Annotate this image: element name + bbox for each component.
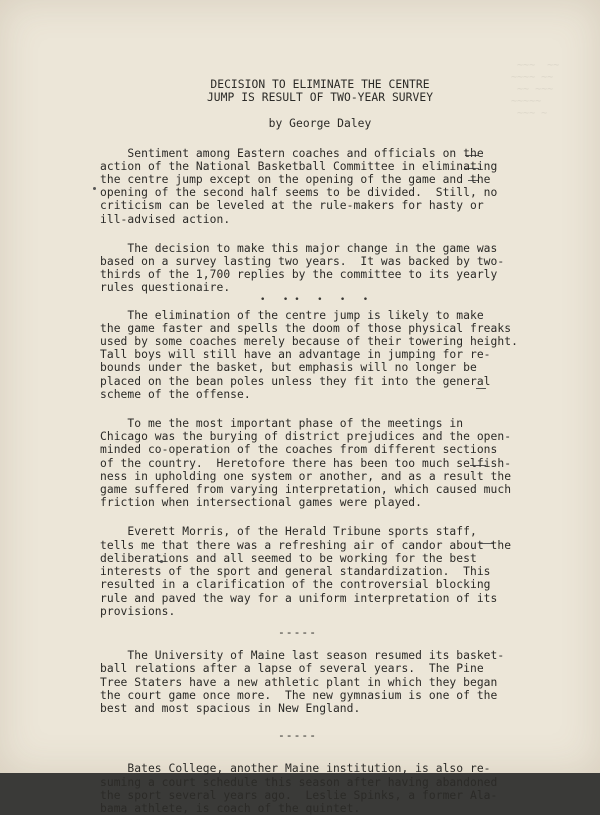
text-line: friction when intersectional games were played. — [100, 496, 423, 510]
text-line: The University of Maine last season resumed its basket- — [100, 649, 505, 663]
text-line: The decision to make this major change in the game was — [100, 241, 498, 255]
stray-typewriter-marks: • •• • • • — [260, 294, 375, 305]
text-line: the sport several years ago. Leslie Spinks, a former Ala- — [100, 788, 498, 802]
article-title — [120, 78, 520, 104]
bleed-through-text: ~~~ ~~ ~~~~ ~~ ~~ ~~~ ~~~~~ ~~~ ~ — [511, 60, 560, 119]
typed-article — [100, 78, 520, 815]
paragraph — [100, 762, 520, 815]
text-line: To me the most important phase of the meetings in — [100, 417, 464, 431]
text-line: deliberations and all seemed to be working for the best — [100, 551, 477, 565]
text-line: rules questionaire. — [100, 281, 231, 295]
text-line: game suffered from varying interpretation, which caused much — [100, 483, 512, 497]
text-line: Chicago was the burying of district prejudices and the open- — [100, 430, 512, 444]
text-line: tells me that there was a refreshing air of candor about the — [100, 538, 512, 552]
text-line: best and most spacious in New England. — [100, 701, 361, 715]
text-line: Bates College, another Maine institution, is also re- — [100, 762, 491, 776]
text-line: opening of the second half seems to be divided. Still, no — [100, 186, 498, 200]
section-separator: ----- — [278, 625, 318, 639]
title-line-1: DECISION TO ELIMINATE THE CENTRE — [210, 78, 430, 91]
text-line: The elimination of the centre jump is likely to make — [100, 308, 484, 322]
text-line: interests of the sport and general standardization. This — [100, 565, 491, 579]
text-line: used by some coaches merely because of their towering height. — [100, 335, 518, 349]
text-line: the centre jump except on the opening of the game and the — [100, 173, 491, 187]
text-line: based on a survey lasting two years. It was backed by two- — [100, 255, 505, 269]
section-separator: ----- — [278, 729, 318, 743]
text-line: Sentiment among Eastern coaches and officials on the — [100, 146, 484, 160]
paragraph — [100, 147, 520, 226]
text-line: bounds under the basket, but emphasis will no longer be — [100, 361, 477, 375]
title-line-2: JUMP IS RESULT OF TWO-YEAR SURVEY — [206, 91, 434, 105]
margin-dot — [93, 187, 96, 190]
text-line: Tall boys will still have an advantage in jumping for re- — [100, 348, 491, 362]
text-line: Tree Staters have a new athletic plant in which they began — [100, 675, 498, 689]
text-line: suming a court schedule this season after having abandoned — [100, 775, 498, 789]
text-line: of the country. Heretofore there has been too much selfish- — [100, 456, 512, 470]
text-line: scheme of the offense. — [100, 387, 251, 401]
paragraph — [100, 242, 520, 295]
text-line: bama athlete, is coach of the quintet. — [100, 801, 361, 815]
paragraph — [100, 417, 520, 509]
text-line: resulted in a clarification of the controversial blocking — [100, 578, 491, 592]
text-line: rule and paved the way for a uniform interpretation of its — [100, 591, 498, 605]
paragraph — [100, 649, 520, 715]
text-line: ness in upholding one system or another, and as a result the — [100, 469, 512, 483]
byline: by George Daley — [268, 117, 372, 131]
paragraph — [100, 309, 520, 401]
text-line: ill-advised action. — [100, 212, 231, 226]
text-line: action of the National Basketball Committee in eliminating — [100, 159, 498, 173]
text-line: criticism can be leveled at the rule-makers for hasty or — [100, 199, 484, 213]
paragraph — [100, 525, 520, 617]
text-line: the game faster and spells the doom of those physical freaks — [100, 321, 512, 335]
text-line: the court game once more. The new gymnasium is one of the — [100, 688, 498, 702]
text-line: ball relations after a lapse of several years. The Pine — [100, 662, 484, 676]
text-line: placed on the bean poles unless they fit into the general — [100, 374, 491, 388]
text-line: provisions. — [100, 604, 176, 618]
text-line: minded co-operation of the coaches from different sections — [100, 443, 498, 457]
text-line: Everett Morris, of the Herald Tribune sports staff, — [100, 525, 477, 539]
text-line: thirds of the 1,700 replies by the committee to its yearly — [100, 268, 498, 282]
